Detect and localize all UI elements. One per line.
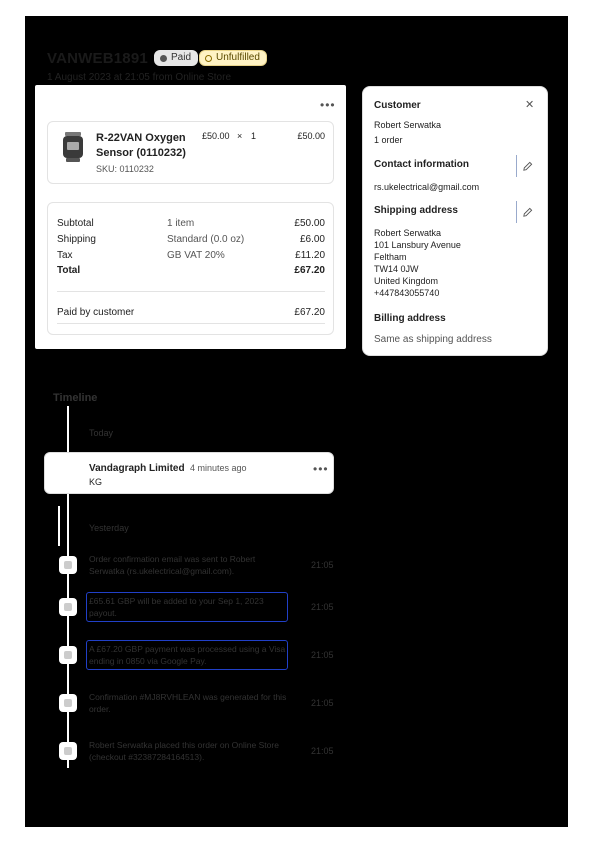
timeline-event-text: Robert Serwatka placed this order on Online Store (checkout #32387284164513). [89,740,279,762]
comment-more-icon[interactable]: ••• [313,462,329,476]
tax-value: £11.20 [295,250,325,261]
times-sign: × [237,131,243,141]
edit-contact-button[interactable] [516,155,538,177]
divider [57,291,325,292]
subtotal-value: £50.00 [294,218,325,229]
product-name-line2[interactable]: Sensor (0110232) [96,147,186,159]
shipping-label: Shipping [57,234,96,245]
timeline-event-time: 21:05 [311,698,334,708]
payment-summary-box [47,202,334,335]
product-name-line1[interactable]: R-22VAN Oxygen [96,132,186,144]
shipping-address-title: Shipping address [374,205,458,216]
unfulfilled-badge [199,50,267,66]
order-id: VANWEB1891 [47,50,148,67]
paid-badge [154,50,198,66]
line-item-box [47,121,334,184]
timeline-node [59,742,77,760]
timeline-event-time: 21:05 [311,650,334,660]
yesterday-label: Yesterday [89,523,129,533]
tax-label: Tax [57,250,73,261]
subtotal-label: Subtotal [57,218,94,229]
customer-email[interactable]: rs.ukelectrical@gmail.com [374,182,480,192]
total-value: £67.20 [294,265,325,276]
comment-card [44,452,334,494]
timeline-event-time: 21:05 [311,746,334,756]
address-line: United Kingdom [374,276,439,286]
today-label: Today [89,428,114,438]
address-line: Feltham [374,252,407,262]
unit-price: £50.00 [202,131,230,141]
order-date-source: 1 August 2023 at 21:05 from Online Store [47,72,232,83]
pencil-icon [522,207,533,218]
pencil-icon [522,161,533,172]
order-card [35,85,346,349]
customer-name[interactable]: Robert Serwatka [374,120,442,130]
quantity: 1 [251,131,257,141]
customer-card [362,86,548,356]
address-line: 101 Lansbury Avenue [374,240,461,250]
edit-shipping-address-button[interactable] [516,201,538,223]
paid-by-customer-label: Paid by customer [57,307,135,318]
product-thumbnail[interactable] [59,130,87,164]
address-line: TW14 0JW [374,264,419,274]
timeline-title: Timeline [53,392,98,404]
address-line: Robert Serwatka [374,228,442,238]
divider [57,323,325,324]
line-total: £50.00 [297,131,325,141]
address-phone: +447843055740 [374,288,440,298]
contact-info-title: Contact information [374,159,469,170]
shipping-value: £6.00 [299,234,325,245]
billing-address-value: Same as shipping address [374,334,492,345]
timeline-event-text: A £67.20 GBP payment was processed using a Visa ending in 0850 via Google Pay. [89,644,286,666]
timeline-node [59,646,77,664]
tax-desc: GB VAT 20% [167,250,225,261]
shipping-address-block [374,227,461,299]
timeline-node [59,598,77,616]
customer-order-count[interactable]: 1 order [374,135,403,145]
paid-badge-label: Paid [171,52,192,63]
timeline-event-text: £65.61 GBP will be added to your Sep 1, 2023 payout. [89,596,264,618]
timeline-line [67,406,69,454]
shipping-desc: Standard (0.0 oz) [167,234,245,245]
comment-timestamp: 4 minutes ago [190,463,247,473]
timeline-node [59,694,77,712]
unfulfilled-badge-label: Unfulfilled [216,52,260,63]
status-ring-icon [205,55,212,62]
timeline-event-time: 21:05 [311,602,334,612]
billing-address-title: Billing address [374,313,446,324]
timeline-marker [58,506,60,546]
customer-title: Customer [374,100,421,111]
comment-body: KG [89,477,103,487]
timeline-event-text: Confirmation #MJ8RVHLEAN was generated for this order. [89,692,287,714]
status-dot-icon [160,55,167,62]
product-sku: SKU: 0110232 [96,164,154,174]
paid-by-customer-value: £67.20 [294,307,325,318]
total-label: Total [57,265,81,276]
timeline-line [67,494,69,768]
close-icon[interactable]: ✕ [525,99,535,111]
timeline-node [59,556,77,574]
comment-author[interactable]: Vandagraph Limited [89,463,185,474]
more-actions-icon[interactable]: ••• [320,98,336,112]
timeline-event-text: Order confirmation email was sent to Robert Serwatka (rs.ukelectrical@gmail.com). [89,554,256,576]
subtotal-desc: 1 item [167,218,195,229]
timeline-event-time: 21:05 [311,560,334,570]
